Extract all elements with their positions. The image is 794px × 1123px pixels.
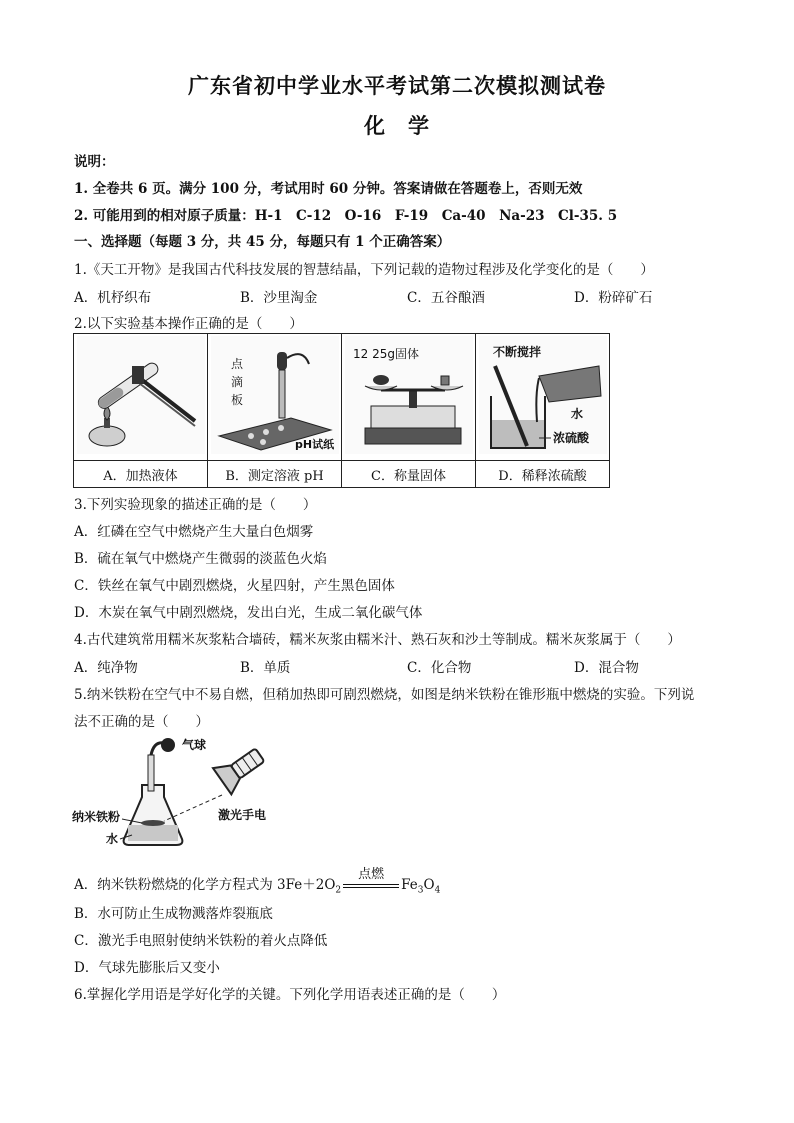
q3-option-a: A．红磷在空气中燃烧产生大量白色烟雾 — [74, 524, 314, 540]
q3-option-c: C．铁丝在氧气中剧烈燃烧，火星四射，产生黑色固体 — [74, 578, 395, 594]
c-mass-label: 12 25g固体 — [352, 347, 419, 361]
q5-option-b: B．水可防止生成物溅落炸裂瓶底 — [74, 906, 273, 922]
question-6-stem: 6.掌握化学用语是学好化学的关键。下列化学用语表述正确的是（ ） — [74, 987, 506, 1003]
b-plate-label-2: 滴 — [230, 375, 243, 389]
q5-option-d: D．气球先膨胀后又变小 — [74, 960, 220, 976]
q1-option-b: B．沙里淘金 — [240, 290, 318, 306]
instruction-item-2: 2. 可能用到的相对原子质量：H-1 C-12 O-16 F-19 Ca-40 Na-23 Cl-35. 5 — [74, 208, 618, 224]
balance-icon — [345, 336, 473, 454]
experiment-a-image — [74, 334, 208, 461]
balloon-label: 气球 — [182, 738, 207, 752]
reaction-condition: 点燃 — [358, 866, 385, 882]
water-label: 水 — [106, 832, 119, 846]
q4-option-d: D．混合物 — [574, 660, 639, 676]
q5-option-a: A．纳米铁粉燃烧的化学方程式为 $3Fe+2O_2$ 点燃 $Fe_3O_4$ — [74, 873, 440, 896]
q4-option-b: B．单质 — [240, 660, 291, 676]
q1-option-d: D．粉碎矿石 — [574, 290, 653, 306]
laser-label: 激光手电 — [218, 808, 267, 822]
experiment-table — [73, 333, 610, 488]
q3-option-d: D．木炭在氧气中剧烈燃烧，发出白光，生成二氧化碳气体 — [74, 605, 423, 621]
b-plate-label-1: 点 — [230, 357, 243, 371]
section-heading: 一、选择题（每题 3 分，共 45 分，每题只有 1 个正确答案） — [74, 234, 451, 250]
iron-label: 纳米铁粉 — [72, 810, 121, 824]
b-paper-label: pH试纸 — [294, 438, 334, 451]
q5-option-a-product: Fe — [401, 877, 418, 893]
experiment-c-caption: C．称量固体 — [342, 461, 476, 488]
d-acid-label: 浓硫酸 — [552, 431, 589, 445]
iron-powder-figure — [72, 735, 292, 850]
d-water-label: 水 — [570, 407, 583, 421]
experiment-b-caption: B．测定溶液 pH — [208, 461, 342, 488]
question-4-stem: 4.古代建筑常用糯米灰浆粘合墙砖，糯米灰浆由糯米汁、熟石灰和沙土等制成。糯米灰浆属于（ ） — [74, 632, 681, 648]
experiment-b-image — [208, 334, 342, 461]
question-1-stem: 1.《天工开物》是我国古代科技发展的智慧结晶，下列记载的造物过程涉及化学变化的是（ ） — [74, 262, 654, 278]
experiment-d-caption: D．稀释浓硫酸 — [476, 461, 610, 488]
q5-option-a-prefix: A．纳米铁粉燃烧的化学方程式为 3Fe＋2O — [74, 877, 336, 893]
q1-option-c: C．五谷酿酒 — [407, 290, 485, 306]
subject-title: 化 学 — [364, 113, 430, 138]
ph-test-icon — [211, 336, 339, 454]
question-5-stem-line-2: 法不正确的是（ ） — [74, 714, 209, 730]
instructions-heading: 说明： — [74, 154, 115, 170]
q3-option-b: B．硫在氧气中燃烧产生微弱的淡蓝色火焰 — [74, 551, 327, 567]
d-stir-label: 不断搅拌 — [492, 345, 541, 359]
exam-title: 广东省初中学业水平考试第二次模拟测试卷 — [188, 73, 606, 98]
reaction-arrow — [343, 866, 399, 893]
q4-option-a: A．纯净物 — [74, 660, 138, 676]
question-3-stem: 3.下列实验现象的描述正确的是（ ） — [74, 497, 317, 513]
b-plate-label-3: 板 — [230, 393, 243, 407]
question-2-stem: 2.以下实验基本操作正确的是（ ） — [74, 316, 303, 332]
experiment-d-image — [476, 334, 610, 461]
q1-option-a: A．机杼织布 — [74, 290, 152, 306]
question-5-stem-line-1: 5.纳米铁粉在空气中不易自燃，但稍加热即可剧烈燃烧，如图是纳米铁粉在锥形瓶中燃烧的实验。下列说 — [74, 687, 695, 703]
heating-liquid-icon — [77, 336, 205, 454]
instruction-item-1: 1. 全卷共 6 页。满分 100 分，考试用时 60 分钟。答案请做在答题卷上，否则无效 — [74, 181, 583, 197]
q4-option-c: C．化合物 — [407, 660, 472, 676]
experiment-a-caption: A．加热液体 — [74, 461, 208, 488]
experiment-c-image — [342, 334, 476, 461]
q5-option-c: C．激光手电照射使纳米铁粉的着火点降低 — [74, 933, 328, 949]
dilution-icon — [479, 336, 607, 454]
